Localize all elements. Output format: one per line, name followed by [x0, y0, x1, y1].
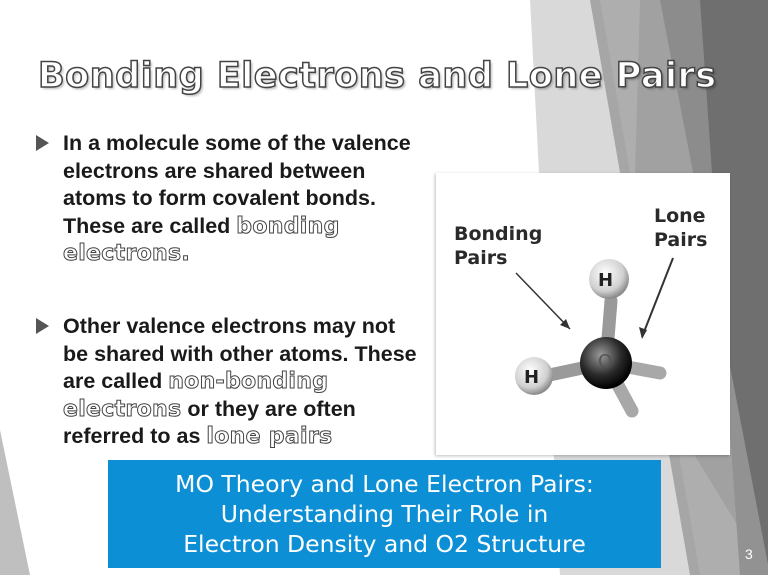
term-lone-pairs: lone pairs — [206, 424, 333, 449]
bullet-arrow-icon — [36, 318, 49, 334]
bg-shape-bottom-left — [0, 430, 30, 575]
slide-title: Bonding Electrons and Lone Pairs — [38, 56, 717, 96]
label-atom-h-left: H — [524, 367, 540, 388]
bullet-item-nonbonding — [36, 313, 426, 451]
caption-line-1: MO Theory and Lone Electron Pairs: — [175, 470, 594, 498]
label-atom-o: O — [598, 351, 613, 372]
water-molecule-figure — [436, 173, 730, 455]
term-bonding-electrons: bonding electrons. — [63, 213, 340, 266]
bullet-item-bonding — [36, 130, 426, 268]
label-atom-h-top: H — [598, 270, 614, 291]
bullet-text — [63, 313, 426, 451]
bullet-body: Other valence electrons may not be shared with other atoms. These are called — [63, 314, 417, 393]
bullet-body-continued: or they are often referred to as — [63, 396, 356, 448]
bullet-text — [63, 130, 426, 268]
bullet-arrow-icon — [36, 135, 49, 151]
label-bonding-pairs: Bonding Pairs — [454, 223, 543, 269]
arrow-line-bonding — [516, 273, 570, 329]
caption-banner — [108, 460, 661, 568]
arrow-line-lone — [642, 258, 673, 337]
caption-line-3: Electron Density and O2 Structure — [183, 530, 586, 558]
bullet-body: In a molecule some of the valence electrons are shared between atoms to form covalent bonds. These are called — [63, 131, 411, 238]
page-number: 3 — [745, 546, 753, 562]
caption-line-2: Understanding Their Role in — [220, 500, 549, 528]
label-lone-pairs: Lone Pairs — [654, 205, 708, 251]
term-non-bonding-electrons: non-bonding electrons — [63, 369, 329, 422]
